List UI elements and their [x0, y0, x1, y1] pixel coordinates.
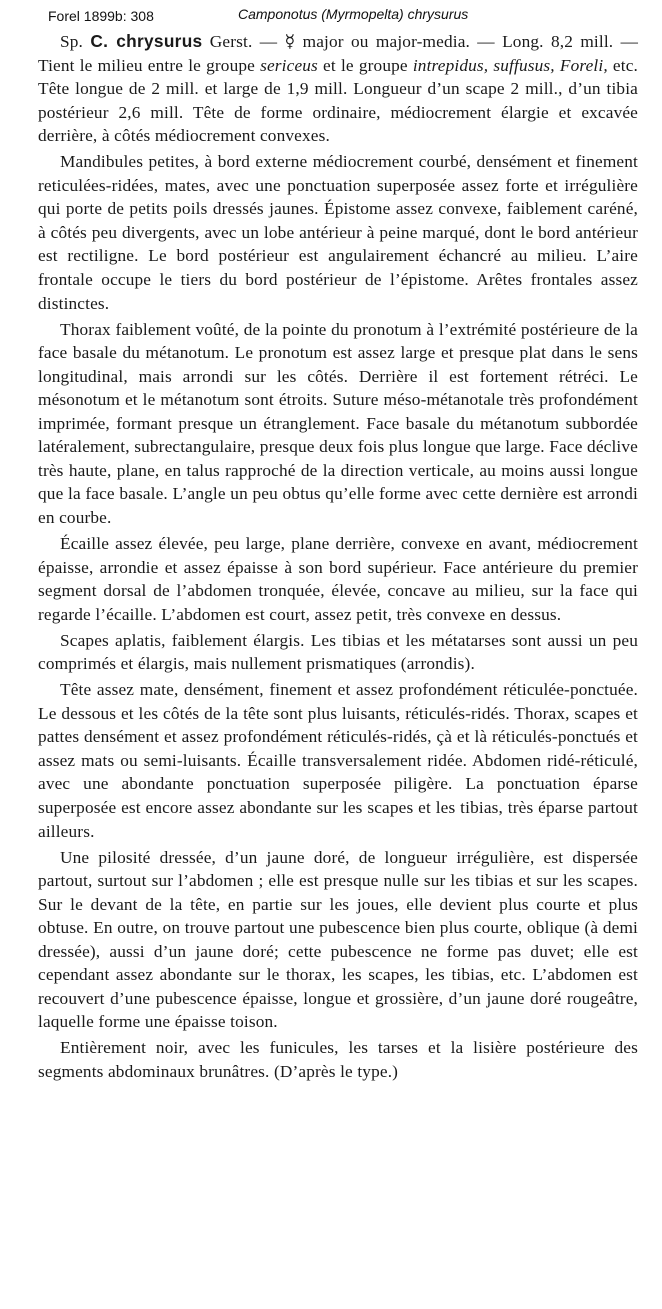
- paragraph-pilosity: Une pilosité dressée, d’un jaune doré, de longueur irrégulière, est dispersée partout, surtout sur l’abdomen ; elle est presque nulle sur les tibias et sur les scapes. Sur le devant de la tête, en partie sur les joues, elle devient plus courte et plus obtuse. En outre, on trouve partout une pubescence bien plus courte, oblique (à demi dressée), aussi d’un jaune doré; cette pubescence ne forme pas duvet; elle est cependant assez abondante sur le thorax, les scapes, les tibias, etc. L’abdomen est recouvert d’une pubescence épaisse, longue et grossière, d’un jaune doré rougeâtre, laquelle forme une épaisse toison.: [38, 847, 638, 1032]
- paragraph-scale: Écaille assez élevée, peu large, plane derrière, convexe en avant, médiocrement épaisse, arrondie et assez épaisse à son bord supérieur. Face antérieure du premier segment dorsal de l’abdomen tronquée, élevée, concave au milieu, sur la face qui regarde l’écaille. L’abdomen est court, assez petit, très convexe en dessus.: [38, 533, 638, 624]
- intro-text-2: et le groupe: [317, 55, 413, 75]
- group-names-intrepidus: intrepidus, suffusus, Foreli,: [412, 55, 608, 75]
- paragraph-scapes: Scapes aplatis, faiblement élargis. Les tibias et les métatarses sont aussi un peu comprimés et élargis, mais nullement prismatiques (arrondis).: [38, 630, 638, 674]
- sp-label: Sp.: [60, 32, 91, 51]
- intro-text-3: etc. Tête longue de 2 mill. et large de 1,9 mill. Longueur d’un scape 2 mill., d’un tibia postérieur 2,6 mill. Tête de forme ordinaire, médiocrement élargie et excavée derrière, à côtés médiocrement convexes.: [38, 55, 638, 146]
- species-description: [38, 30, 638, 1084]
- paragraph-thorax: Thorax faiblement voûté, de la pointe du pronotum à l’extrémité postérieure de la face basale du métanotum. Le pronotum est assez large et presque plat dans le sens longitudinal, mais arrondi sur les côtés. Derrière il est fortement rétréci. Le mésonotum et le métanotum sont étroits. Suture méso-métanotale très profondément imprimée, formant presque un étranglement. Face basale du métanotum subbordée latéralement, subrectangulaire, presque deux fois plus longue que large. Face déclive très haute, plane, en talus rapproché de la direction verticale, au moins aussi longue que la face basale. L’angle un peu obtus qu’elle forme avec cette dernière est arrondi en courbe.: [38, 319, 638, 527]
- taxon-heading: Camponotus (Myrmopelta) chrysurus: [238, 6, 469, 22]
- citation-reference: Forel 1899b: 308: [48, 8, 154, 24]
- paragraph-sculpture: Tête assez mate, densément, finement et assez profondément réticulée-ponctuée. Le dessous et les côtés de la tête sont plus luisants, réticulés-ridés. Thorax, scapes et pattes densément et assez profondément réticulés-ridés, çà et là réticulés-ponctués et assez mats ou semi-luisants. Écaille transversalement ridée. Abdomen ridé-réticulé, avec une abondante ponctuation superposée piligère. La ponctuation éparse superposée est encore assez abondante sur les scapes et les tibias, très éparse partout ailleurs.: [38, 680, 638, 841]
- paragraph-mandibles: Mandibules petites, à bord externe médiocrement courbé, densément et finement reticulées-ridées, mates, avec une ponctuation superposée assez forte et irrégulière qui porte de petits poils dressés jaunes. Épistome assez convexe, faiblement caréné, à côtés peu divergents, avec un lobe antérieur à peine marqué, dont le bord antérieur est rectiligne. Le bord postérieur est angulairement échancré au milieu. L’aire frontale occupe le tiers du bord postérieur de l’épistome. Arêtes frontales assez distinctes.: [38, 152, 638, 313]
- intro-text: Gerst. — ☿ major ou major-media. — Long. 8,2 mill. — Tient le milieu entre le groupe: [38, 32, 639, 75]
- group-name-sericeus: sericeus: [260, 55, 318, 75]
- paragraph-color: Entièrement noir, avec les funicules, les tarses et la lisière postérieure des segments abdominaux brunâtres. (D’après le type.): [38, 1038, 638, 1082]
- running-header: [38, 6, 638, 30]
- paragraph-intro: [38, 30, 638, 148]
- species-name: C. chrysurus: [90, 31, 203, 51]
